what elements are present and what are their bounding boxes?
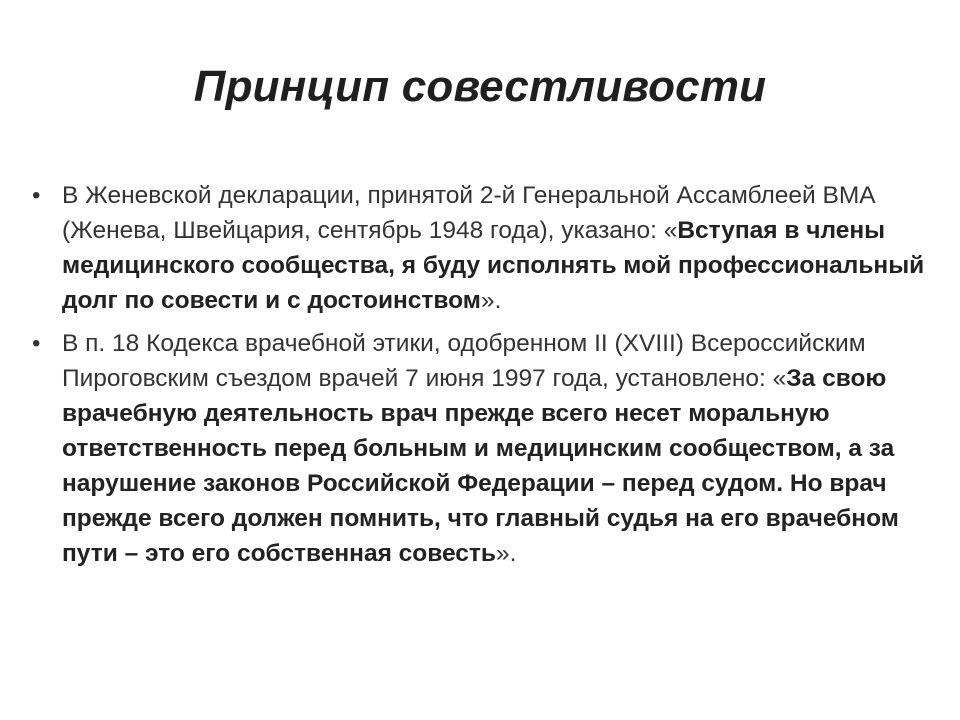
bullet-dot-icon: • [32, 330, 41, 357]
bullet-text-intro: В п. 18 Кодекса врачебной этики, одобренном II (XVIII) Всероссийским Пироговским съездом врачей 7 июня 1997 года, установлено: « [62, 330, 866, 392]
bullet-quote-bold: За свою врачебную деятельность врач прежде всего несет моральную ответственность перед больным и медицинским сообществом, а за нарушение законов Российской Федерации – перед судом. Но врач прежде всего должен помнить, что главный судья на его врачебном пути – это его собственная совесть [62, 365, 899, 567]
bullet-item-ethics-code [26, 326, 926, 571]
bullet-quote-bold: Вступая в члены медицинского сообщества, я буду исполнять мой профессиональный долг по совести и с достоинством [62, 217, 925, 314]
bullet-dot-icon: • [32, 182, 41, 209]
bullet-text-end: ». [480, 287, 502, 314]
bullet-text-intro: В Женевской декларации, принятой 2-й Генеральной Ассамблеей ВМА (Женева, Швейцария, сентябрь 1948 года), указано: « [62, 182, 876, 244]
slide-title: Принцип совестливости [193, 62, 767, 111]
bullet-item-geneva-declaration [26, 178, 926, 318]
bullet-list [26, 178, 926, 579]
bullet-text-end: ». [496, 540, 517, 567]
